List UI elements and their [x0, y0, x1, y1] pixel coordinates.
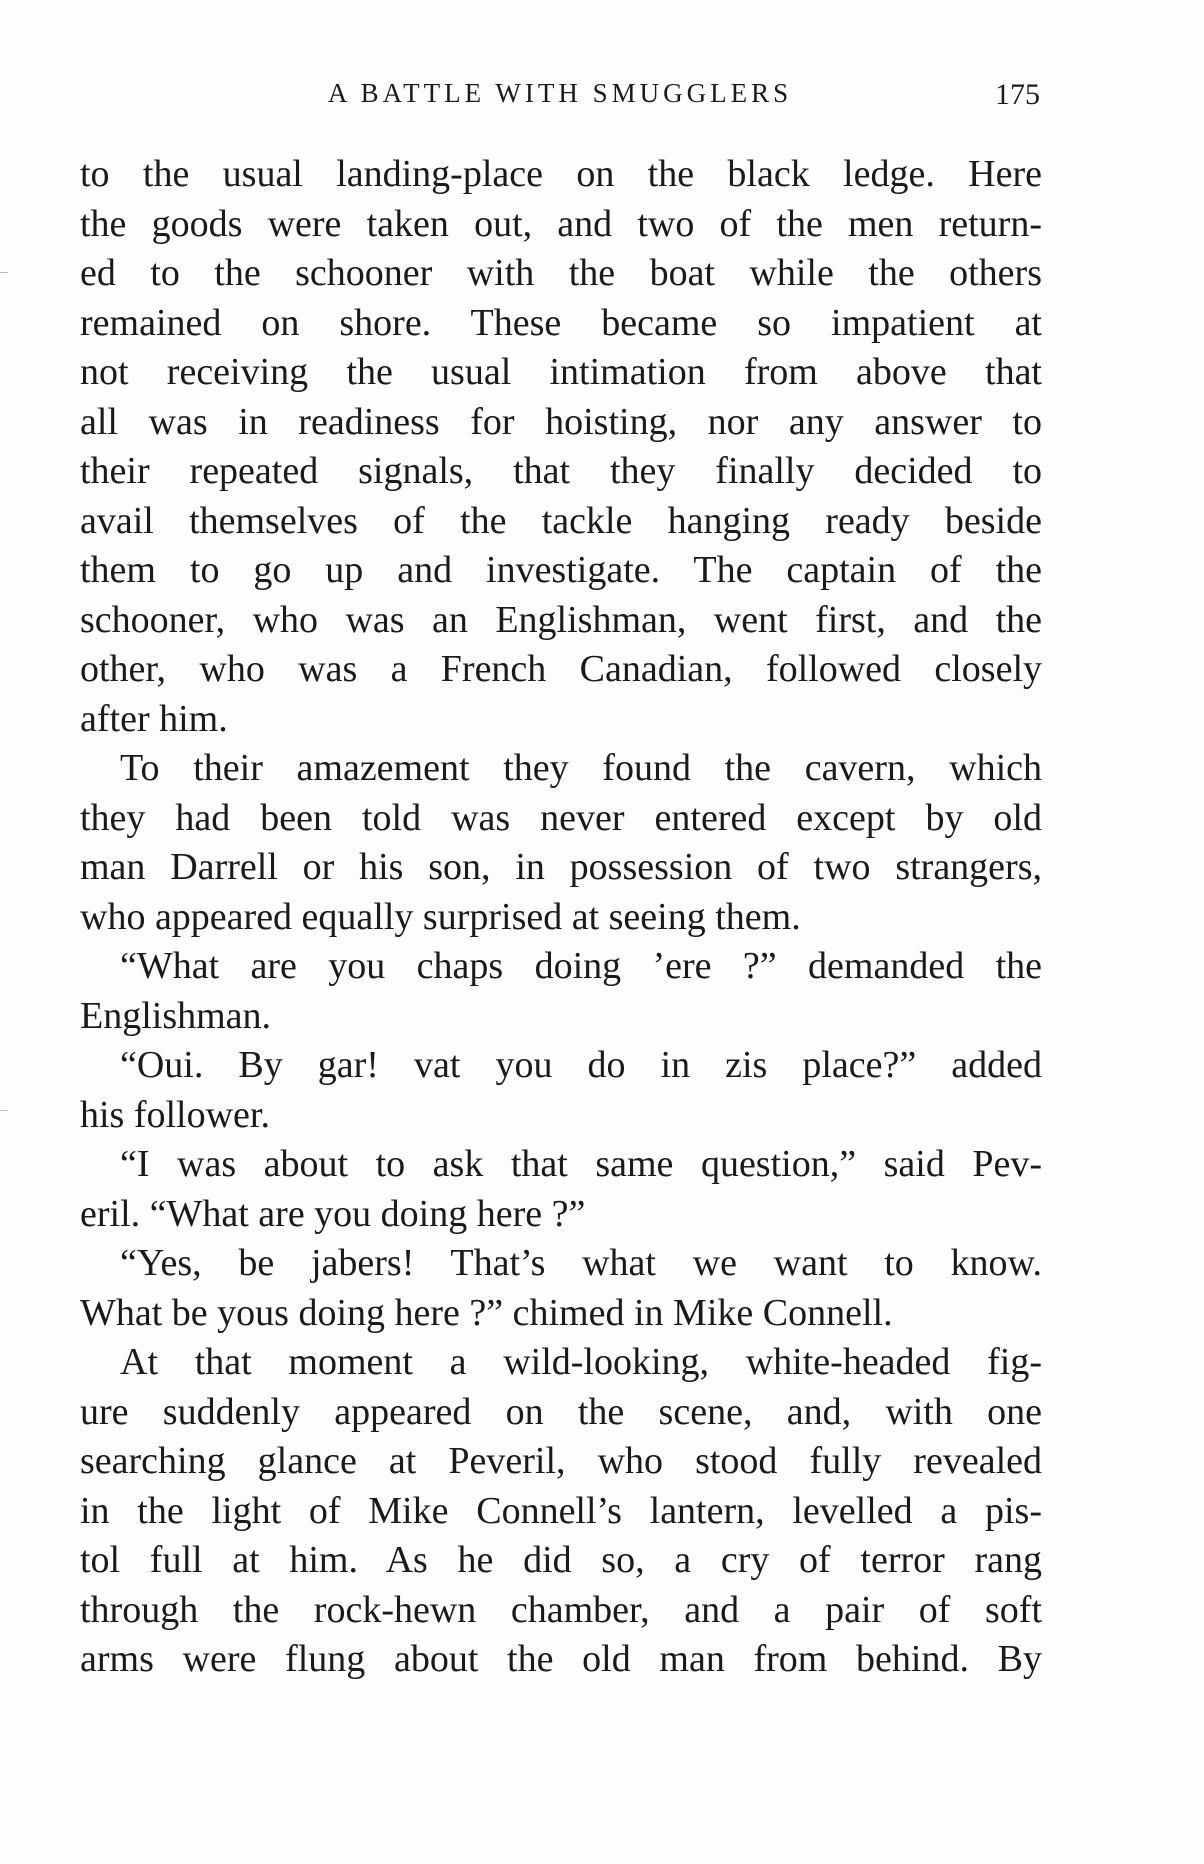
text-line: remained on shore. These became so impatient at [80, 301, 1042, 344]
text-line: who appeared equally surprised at seeing them. [80, 895, 801, 938]
paragraph [80, 1041, 1042, 1140]
margin-mark [0, 1110, 8, 1111]
text-line: To their amazement they found the cavern, which [120, 747, 1042, 789]
body-text [80, 150, 1042, 1685]
text-line: ed to the schooner with the boat while the others [80, 252, 1042, 294]
text-line: not receiving the usual intimation from above that [80, 351, 1042, 393]
margin-mark [0, 272, 8, 273]
page-number: 175 [995, 78, 1040, 111]
text-line: all was in readiness for hoisting, nor any answer to [80, 400, 1042, 443]
text-line: arms were flung about the old man from behind. By [80, 1638, 1042, 1680]
text-line: to the usual landing-place on the black ledge. Here [80, 153, 1042, 195]
text-line: other, who was a French Canadian, followed closely [80, 648, 1042, 690]
paragraph [80, 744, 1042, 942]
text-line: man Darrell or his son, in possession of two strangers, [80, 846, 1042, 888]
text-line: Englishman. [80, 994, 272, 1037]
text-line: What be yous doing here ?” chimed in Mike Connell. [80, 1291, 893, 1334]
running-head [80, 78, 1040, 118]
text-line: the goods were taken out, and two of the men return- [80, 202, 1042, 245]
text-line: ure suddenly appeared on the scene, and, with one [80, 1390, 1042, 1433]
text-line: avail themselves of the tackle hanging ready beside [80, 499, 1042, 542]
text-line: tol full at him. As he did so, a cry of terror rang [80, 1539, 1042, 1581]
paragraph [80, 150, 1042, 744]
text-line: “I was about to ask that same question,” said Pev- [120, 1143, 1042, 1185]
text-line: through the rock-hewn chamber, and a pair of soft [80, 1588, 1042, 1631]
text-line: “What are you chaps doing ’ere ?” demanded the [120, 945, 1042, 987]
text-line: schooner, who was an Englishman, went first, and the [80, 598, 1042, 641]
text-line: “Oui. By gar! vat you do in zis place?” added [120, 1044, 1042, 1086]
paragraph [80, 1338, 1042, 1685]
text-line: they had been told was never entered except by old [80, 796, 1042, 839]
text-line: them to go up and investigate. The captain of the [80, 549, 1042, 591]
text-line: their repeated signals, that they finally decided to [80, 450, 1042, 492]
text-line: after him. [80, 697, 228, 740]
text-line: his follower. [80, 1093, 270, 1136]
text-line: in the light of Mike Connell’s lantern, levelled a pis- [80, 1489, 1042, 1532]
text-line: At that moment a wild-looking, white-headed fig- [120, 1341, 1042, 1383]
paragraph [80, 1140, 1042, 1239]
text-line: searching glance at Peveril, who stood fully revealed [80, 1440, 1042, 1482]
paragraph [80, 942, 1042, 1041]
text-line: eril. “What are you doing here ?” [80, 1192, 586, 1235]
paragraph [80, 1239, 1042, 1338]
running-title: A BATTLE WITH SMUGGLERS [327, 78, 793, 108]
text-line: “Yes, be jabers! That’s what we want to know. [120, 1242, 1042, 1284]
